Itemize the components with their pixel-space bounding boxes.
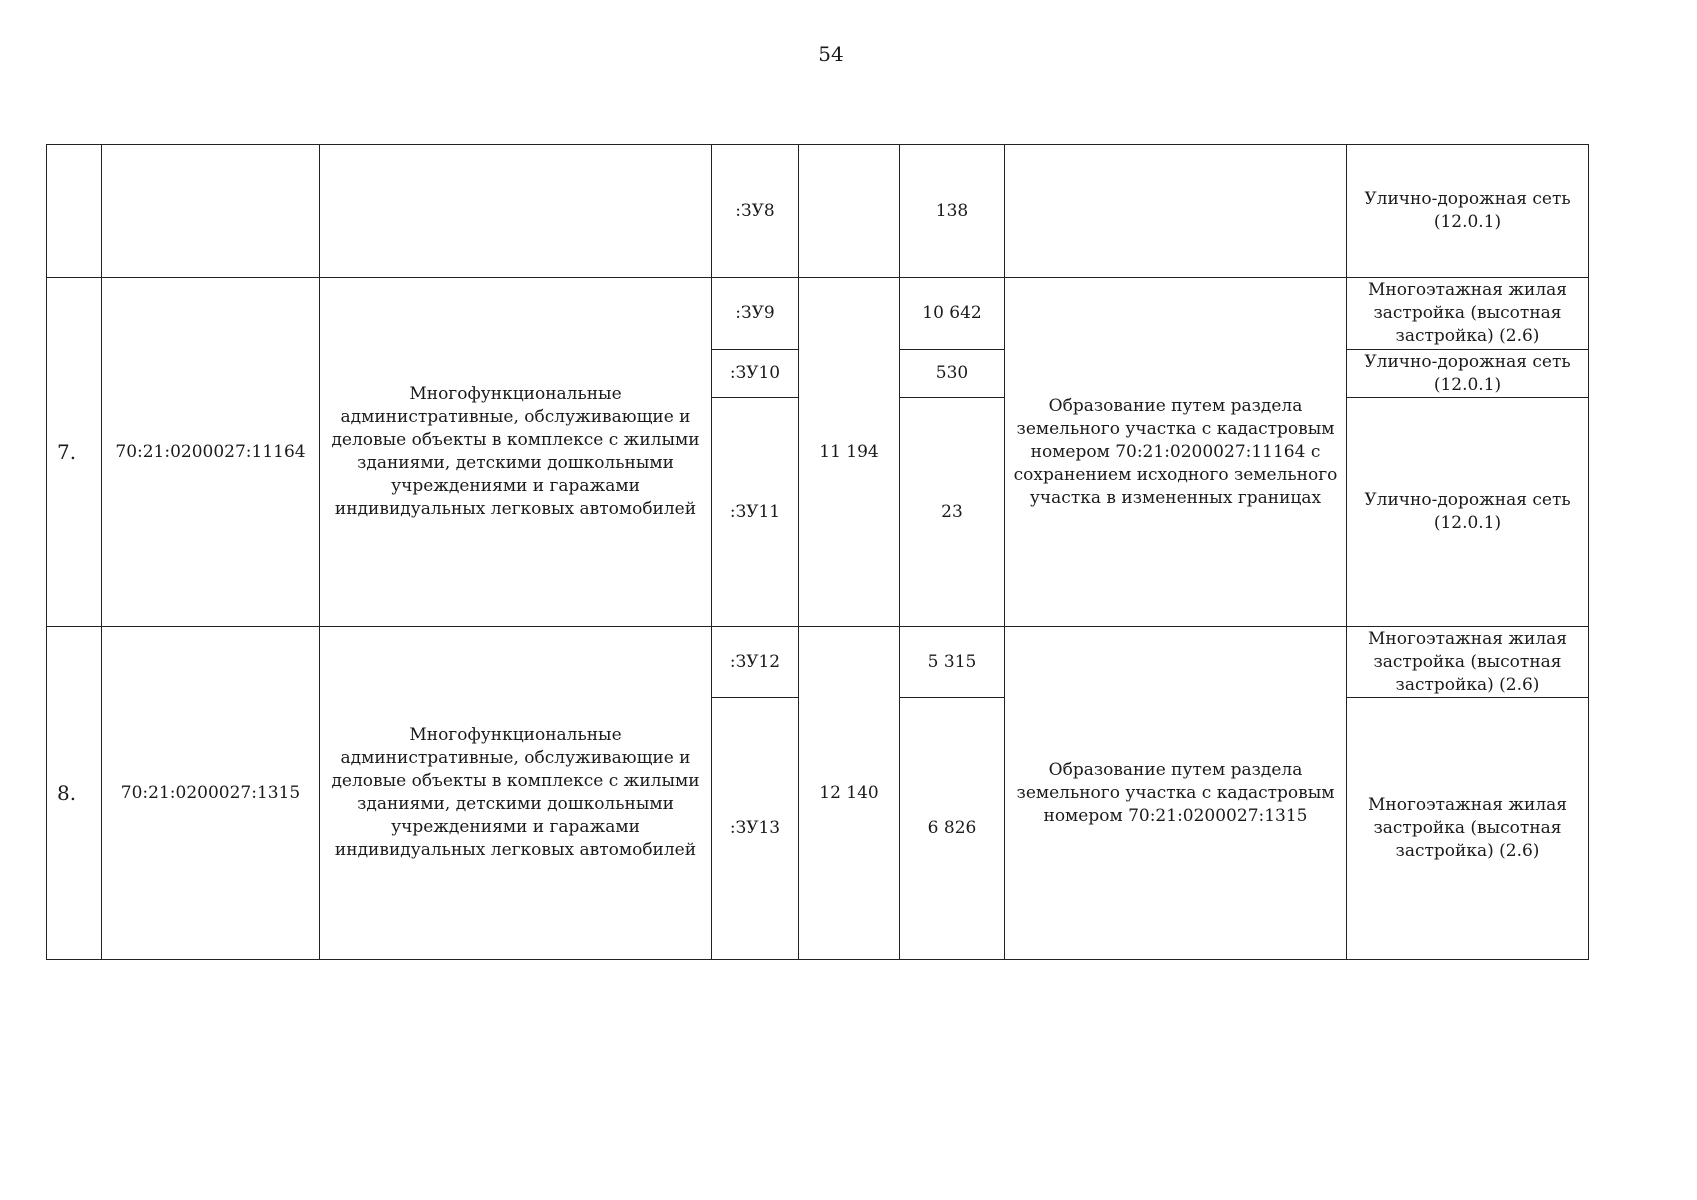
cadastral-number-cell: 70:21:0200027:1315 xyxy=(102,627,320,960)
plot-area-cell: 530 xyxy=(900,350,1005,398)
plot-id-cell: :ЗУ11 xyxy=(712,398,799,627)
total-area-cell xyxy=(799,145,900,278)
formation-method-cell: Образование путем раздела земельного участка с кадастровым номером 70:21:0200027:11164 с сохранением исходного земельного участка в измененных границах xyxy=(1005,278,1347,627)
table-row xyxy=(47,145,1589,278)
plot-area-cell: 6 826 xyxy=(900,698,1005,960)
land-plots-table xyxy=(46,144,1589,960)
plot-area-cell: 10 642 xyxy=(900,278,1005,350)
row-number-cell xyxy=(47,145,102,278)
permitted-use-cell xyxy=(320,145,712,278)
plot-id-cell: :ЗУ9 xyxy=(712,278,799,350)
plot-area-cell: 138 xyxy=(900,145,1005,278)
total-area-cell: 11 194 xyxy=(799,278,900,627)
plot-id-cell: :ЗУ10 xyxy=(712,350,799,398)
plot-use-cell: Улично-дорожная сеть (12.0.1) xyxy=(1347,350,1589,398)
plot-use-cell: Многоэтажная жилая застройка (высотная застройка) (2.6) xyxy=(1347,698,1589,960)
plot-use-cell: Многоэтажная жилая застройка (высотная застройка) (2.6) xyxy=(1347,278,1589,350)
plot-area-cell: 5 315 xyxy=(900,627,1005,698)
row-number-cell: 8. xyxy=(47,627,102,960)
plot-id-cell: :ЗУ12 xyxy=(712,627,799,698)
cadastral-number-cell: 70:21:0200027:11164 xyxy=(102,278,320,627)
page-number: 54 xyxy=(818,42,844,66)
plot-use-cell: Улично-дорожная сеть (12.0.1) xyxy=(1347,145,1589,278)
plot-id-cell: :ЗУ8 xyxy=(712,145,799,278)
formation-method-cell xyxy=(1005,145,1347,278)
table-row xyxy=(47,627,1589,698)
table-row xyxy=(47,278,1589,350)
formation-method-cell: Образование путем раздела земельного участка с кадастровым номером 70:21:0200027:1315 xyxy=(1005,627,1347,960)
total-area-cell: 12 140 xyxy=(799,627,900,960)
row-number-cell: 7. xyxy=(47,278,102,627)
plot-id-cell: :ЗУ13 xyxy=(712,698,799,960)
plot-area-cell: 23 xyxy=(900,398,1005,627)
plot-use-cell: Улично-дорожная сеть (12.0.1) xyxy=(1347,398,1589,627)
cadastral-number-cell xyxy=(102,145,320,278)
permitted-use-cell: Многофункциональные административные, обслуживающие и деловые объекты в комплексе с жилыми зданиями, детскими дошкольными учреждениями и гаражами индивидуальных легковых автомобилей xyxy=(320,278,712,627)
permitted-use-cell: Многофункциональные административные, обслуживающие и деловые объекты в комплексе с жилыми зданиями, детскими дошкольными учреждениями и гаражами индивидуальных легковых автомобилей xyxy=(320,627,712,960)
plot-use-cell: Многоэтажная жилая застройка (высотная застройка) (2.6) xyxy=(1347,627,1589,698)
